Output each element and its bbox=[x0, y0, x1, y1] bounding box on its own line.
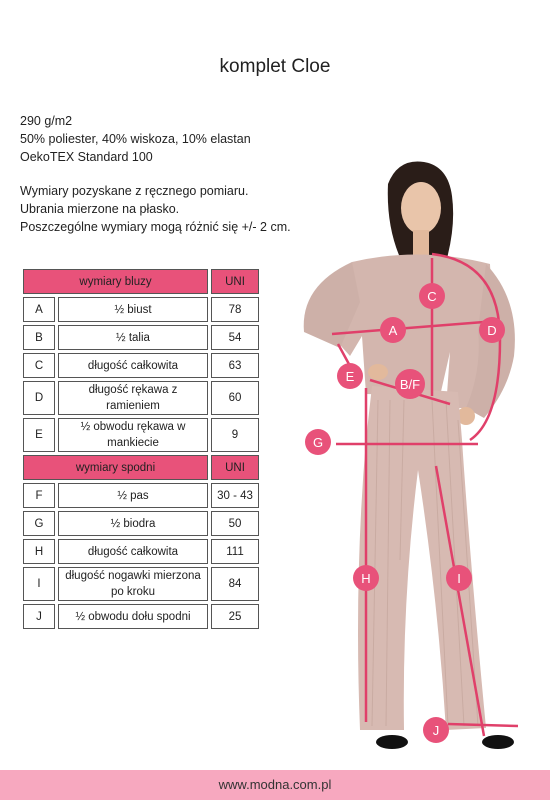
label-bf: B/F bbox=[399, 377, 421, 392]
top-header-row bbox=[23, 269, 259, 294]
page-title: komplet Cloe bbox=[219, 56, 331, 77]
row-value: 78 bbox=[211, 297, 259, 322]
fabric-certificate: OekoTEX Standard 100 bbox=[20, 150, 153, 164]
table-row bbox=[23, 418, 259, 452]
note-line: Ubrania mierzone na płasko. bbox=[20, 202, 180, 216]
row-name: długość rękawa z ramieniem bbox=[58, 381, 208, 415]
row-value: 54 bbox=[211, 325, 259, 350]
row-name: długość całkowita bbox=[58, 539, 208, 564]
label-e: E bbox=[345, 369, 355, 384]
row-value: 9 bbox=[211, 418, 259, 452]
row-value: 63 bbox=[211, 353, 259, 378]
label-h: H bbox=[361, 571, 371, 586]
top-header-label: wymiary bluzy bbox=[23, 269, 208, 294]
table-row bbox=[23, 381, 259, 415]
top-header-size: UNI bbox=[211, 269, 259, 294]
bottom-header-size: UNI bbox=[211, 455, 259, 480]
row-code: F bbox=[23, 483, 55, 508]
label-j: J bbox=[432, 723, 440, 738]
label-c: C bbox=[427, 289, 437, 304]
row-code: G bbox=[23, 511, 55, 536]
table-row bbox=[23, 604, 259, 629]
row-code: H bbox=[23, 539, 55, 564]
row-name: długość nogawki mierzona po kroku bbox=[58, 567, 208, 601]
fabric-weight: 290 g/m2 bbox=[20, 114, 73, 128]
table-row bbox=[23, 297, 259, 322]
table-row bbox=[23, 539, 259, 564]
row-code: B bbox=[23, 325, 55, 350]
table-row bbox=[23, 325, 259, 350]
model-left-hand bbox=[368, 364, 388, 380]
note-line: Poszczególne wymiary mogą różnić się +/- 2 cm. bbox=[20, 220, 291, 234]
model-face bbox=[401, 182, 441, 234]
row-code: C bbox=[23, 353, 55, 378]
bottom-header-label: wymiary spodni bbox=[23, 455, 208, 480]
model-left-shoe bbox=[376, 735, 408, 749]
row-value: 50 bbox=[211, 511, 259, 536]
row-value: 111 bbox=[211, 539, 259, 564]
row-code: A bbox=[23, 297, 55, 322]
model-right-shoe bbox=[482, 735, 514, 749]
row-name: długość całkowita bbox=[58, 353, 208, 378]
table-row bbox=[23, 483, 259, 508]
table-row bbox=[23, 511, 259, 536]
model-neck bbox=[413, 230, 429, 258]
label-a: A bbox=[388, 323, 398, 338]
bottom-header-row bbox=[23, 455, 259, 480]
row-code: D bbox=[23, 381, 55, 415]
row-value: 25 bbox=[211, 604, 259, 629]
model-figure bbox=[290, 150, 550, 765]
label-i: I bbox=[457, 571, 461, 586]
row-name: ½ obwodu rękawa w mankiecie bbox=[58, 418, 208, 452]
table-row bbox=[23, 353, 259, 378]
row-code: J bbox=[23, 604, 55, 629]
measurement-notes bbox=[20, 182, 291, 236]
row-value: 84 bbox=[211, 567, 259, 601]
fabric-composition: 50% poliester, 40% wiskoza, 10% elastan bbox=[20, 132, 251, 146]
row-value: 60 bbox=[211, 381, 259, 415]
row-code: E bbox=[23, 418, 55, 452]
label-d: D bbox=[487, 323, 497, 338]
row-code: I bbox=[23, 567, 55, 601]
row-name: ½ obwodu dołu spodni bbox=[58, 604, 208, 629]
row-value: 30 - 43 bbox=[211, 483, 259, 508]
note-line: Wymiary pozyskane z ręcznego pomiaru. bbox=[20, 184, 249, 198]
row-name: ½ talia bbox=[58, 325, 208, 350]
row-name: ½ pas bbox=[58, 483, 208, 508]
table-row bbox=[23, 567, 259, 601]
row-name: ½ biust bbox=[58, 297, 208, 322]
size-table bbox=[20, 266, 262, 632]
footer-url[interactable]: www.modna.com.pl bbox=[0, 770, 550, 800]
fabric-info bbox=[20, 112, 251, 166]
row-name: ½ biodra bbox=[58, 511, 208, 536]
label-g: G bbox=[312, 435, 324, 450]
